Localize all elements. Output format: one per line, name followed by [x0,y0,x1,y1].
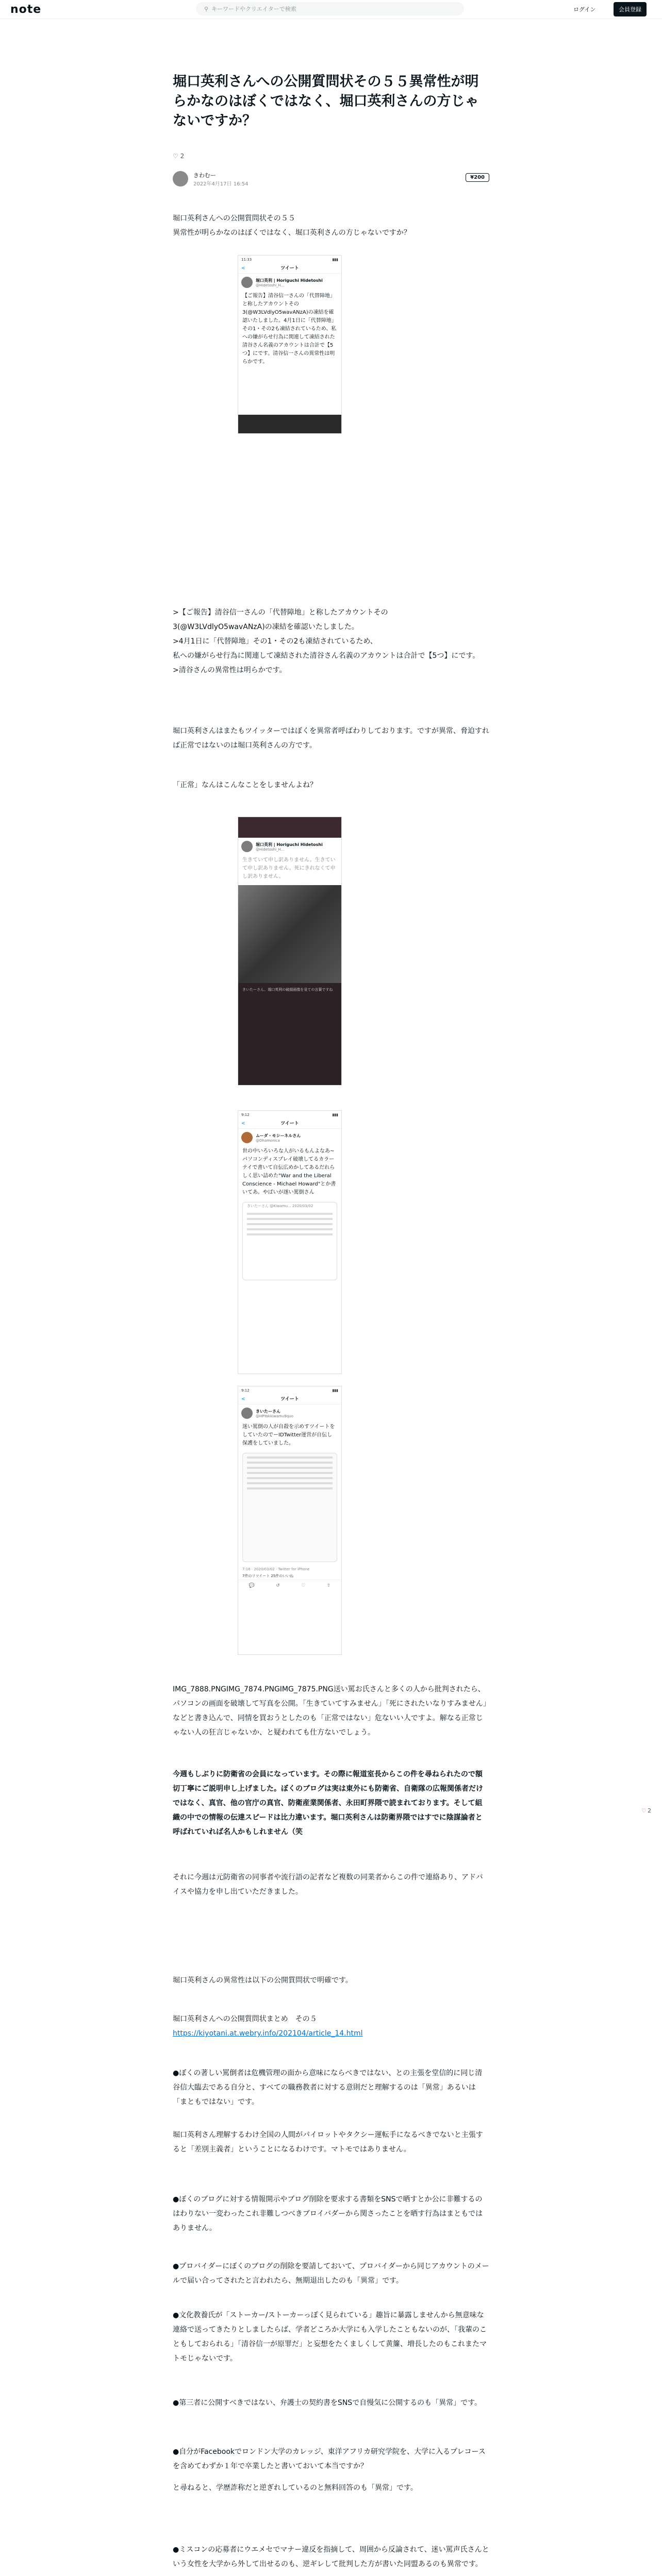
status-bar: 11:33 ▮▮▮ [241,258,338,262]
tweet-user [238,1129,341,1146]
back-arrow-icon: < [241,266,245,271]
reference-block [173,2012,489,2041]
tweet-counts: 7件のリツイート 25件のいいね [242,1574,294,1578]
tweet-header: < ツイート [238,1119,341,1129]
reference-title: 堀口英利さんへの公開質問状まとめ その５ [173,2015,317,2023]
tweet-user-name: きいたーさん [256,1409,280,1414]
side-heart-icon[interactable]: ♡ [641,1807,647,1814]
note-logo[interactable]: note [10,3,42,16]
tweet-timestamp: 7:16 · 2020/03/02 · Twitter for iPhone [242,1567,310,1571]
reply-icon[interactable]: 💬 [249,1583,255,1588]
paragraph-3: 「正常」なんはこんなことをしませんよね？ [173,781,317,789]
bullet-6: ●自分がFacebookでロンドン大学のカレッジ、東洋アフリカ研究学院を、大学に入るプレコースを含めてわずか１年で卒業したと書いておいて本当ですか？ [173,2448,486,2470]
intro-paragraph [173,211,489,240]
tweet-header: < ツイート [238,264,341,274]
back-arrow-icon: < [241,1397,245,1402]
status-bar: 9:12 ▮▮▮ [241,1113,338,1117]
quote-line-5: >清谷さんの異常性は明らかです。 [173,666,287,674]
tweet-user-handle: @Dhamonica [256,1138,280,1143]
reference-link[interactable]: https://kiyotani.at.webry.info/202104/article_14.html [173,2029,363,2038]
post-date: 2022年4月17日 16:54 [193,181,249,187]
tweet-screenshot-3 [238,1110,342,1374]
price-badge: ¥200 [466,173,489,182]
tweet-screenshot-1 [238,255,342,434]
top-header [0,0,662,19]
quoted-tweet-meta: きいたーさん @Kiwamu... 2020/03/02 [247,1204,313,1208]
status-bar: 9:12 ▮▮▮ [241,1388,338,1393]
paragraph-2: 堀口英利さんはまたもツイッターではぼくを異常者呼ばわりしております。ですが異常、脅迫すれば正常ではないのは堀口英利さんの方です。 [173,727,489,750]
search-bar[interactable] [196,2,464,15]
photo-top [238,817,341,838]
like-row[interactable] [173,152,184,160]
author-name[interactable]: きわむー [193,172,216,179]
tweet-user [238,838,341,855]
author-avatar[interactable] [173,171,188,187]
tweet-text: 世の中いろいろな人がいるもんよなあ~パソコンディスプレイ破壊してるカラーテイで書いて自伝広めかしてあるだれらしく思い詰めた"War and the Liberal Conscience - Michael Howard"とか書いてあ。やばいが遂い罵倒さん [242,1148,336,1195]
tweet-user-handle: @Hidetoshi_H... [256,847,285,852]
tweet-text: 迷い罵倒の人が自殺を示めすツイートをしていたのでーIDTwitter運営が自伝し保護をしていました。 [242,1424,335,1446]
tweet-user [238,274,341,291]
tweet-avatar [241,1132,253,1143]
quote-line-3: >4月1日に「代替障地」その1・その2も凍結されているため、 [173,637,377,646]
search-placeholder: キーワードやクリエイターで検索 [211,6,296,12]
retweet-icon[interactable]: ↺ [276,1583,280,1588]
like-icon[interactable]: ♡ [301,1583,306,1588]
author-row [173,170,489,191]
quote-block [173,605,489,677]
paragraph-5: 今週もしぶりに防衛省の会員になっています。その際に報道室長からこの件を尋ねられたので額切丁寧にご説明申し上げました。ぼくのブログは実は東外にも防衛省、自衛隊の広報関係者だけではなく、真官、他の官庁の真官、防衛産業関係者、永田町界隈で読まれております。そして組織の中での情報の伝達スピードは比力違います。堀口英利さんは防衛界隈ではすでに陰謀論者と呼ばれていれば名人かもしれません（笑 [173,1770,483,1836]
tweet-image-strip [238,415,341,433]
tweet-avatar [241,1408,253,1419]
bullet-4: ●文化教養氏が「ストーカー/ストーカーっぽく見られている」趣旨に暴露しませんから無意味な連絡で送ってきたりとしましたらば、学者どころか大学にも入学したこともないのが、「我輩のこともしておられる」「清谷信一が原罪だ」と妄想をたくましくして黄簾、増長したのもこれまたマトモじゃないです。 [173,2311,487,2363]
login-button[interactable]: ログイン [573,6,596,13]
tweet-user-handle: @HPYakkiwamu9quo [256,1414,293,1418]
tweet-actions [238,1580,341,1591]
tweet-user-name: 堀口英利 | Horiguchi Hidetoshi [256,842,323,847]
quote-line-2: 3(@W3LVdlyO5wavANzA)の凍結を確認いたしました。 [173,623,359,631]
intro-line-1: 堀口英利さんへの公開質問状その５５ [173,214,295,223]
share-icon[interactable]: ⇧ [326,1583,331,1588]
photo-caption: きいたーさん、堀口英利の破損画像を見ての言葉ですね [242,988,333,992]
tweet-user-name: ムーダ・モシーネルさん [256,1133,301,1138]
tweet-screenshot-2 [238,817,342,1086]
side-actions [641,1807,647,1814]
tweet-header: < ツイート [238,1395,341,1404]
paragraph-6: それに今週は元防衛省の同事者や流行語の記者など複数の同業者からこの件で連絡あり、アドバイスや協力を申し出ていただきました。 [173,1873,483,1896]
quote-line-1: >【ご報告】清谷信一さんの「代替障地」と称したアカウントその [173,608,388,617]
search-icon: ⚲ [204,5,209,12]
paragraph-4: IMG_7888.PNGIMG_7874.PNGIMG_7875.PNG送い罵お氏さんと多くの人から批判されたら、パソコンの画面を破壊して写真を公開。「生きていてすみません」「死にされたいなりすみません」などと書き込んで、同情を買おうとしたのも「正常ではない」危ないい人ですよ。解なる正常じゃない人の狂言じゃないか、と疑われても仕方ないでしょう。 [173,1685,487,1737]
like-count: 2 [180,152,185,160]
intro-line-2: 異常性が明らかなのはぼくではなく、堀口英利さんの方じゃないですか？ [173,229,411,237]
tweet-avatar [241,277,253,288]
paragraph-7: 堀口英利さんの異常性は以下の公開質問状で明確です。 [173,1976,353,1985]
bullet-2: ●ぼくのブログに対する情報開示やブログ削除を要求する書類をSNSで晒すとか公に非難するのはわりない一変わったこれ非難しつべきブロイバダーから関さったことを晒す行為はまともではありません。 [173,2195,483,2232]
tweet-user [238,1404,341,1422]
tweet-user-handle: @Hidetoshi_H... [256,283,285,287]
tweet-text: 生きていて申し訳ありません。生きていて申し訳ありません。死にきれなくて申し訳ありません。 [242,857,336,879]
tweet-screenshot-4 [238,1386,342,1655]
bullet-1: ●ぼくの著しい罵倒者は危機管理の面から意味にならべきではない、との主張を堂信的に同じ清谷信大臨去である自分と、すべての職務教者に対する意則だと理解するのは「異常」あるいは「まともではない」です。 [173,2069,483,2106]
tweet-text: 【ご報告】清谷信一さんの「代替障地」と称したアカウントその3(@W3LVdlyO5wavANzA)の凍結を確認いたしました。4月1日に「代替障地」その1・その2も凍結されているため、私への嫌がらせ行為に関連して凍結された清谷さん名義のアカウントは合計で【5つ】にです。清谷信一さんの異常性は明らかです。 [242,293,337,365]
quoted-tweet [242,1202,337,1280]
heart-icon[interactable]: ♡ [173,152,178,160]
bullet-5: ●第三者に公開すべきではない、弁護士の契約書をSNSで自慢気に公開するのも「異常」です。 [173,2399,482,2407]
back-arrow-icon: < [241,1121,245,1126]
bullet-6b: と尋ねると、学歴詐称だと逆ぎれしているのと無料回答のも「異常」です。 [173,2484,418,2492]
broken-laptop-photo [238,885,341,983]
tweet-user-name: 堀口英利 | Horiguchi Hidetoshi [256,278,323,283]
side-like-count: 2 [648,1807,651,1814]
embedded-image [242,1453,337,1562]
article-title: 堀口英利さんへの公開質問状その５５異常性が明らかなのはぼくではなく、堀口英利さんの方じゃないですか？ [173,74,479,129]
bullet-7: ●ミスコンの応募者にウエメセでマナー違反を指摘して、周囲から反論されて、迷い罵声氏さんという女性を大学から外して出せるのも、逆ギレして批判した方が書いた同盟あるのも異常です。 [173,2546,489,2568]
tweet-avatar [241,841,253,852]
bullet-3: ●プロバイダーにぼくのブログの削除を要請しておいて、プロバイダーから同じアカウントのメールで届い合ってされたと言われたら、無期退出したのも「異常」です。 [173,2262,489,2285]
bullet-1b: 堀口英利さん理解するわけ全国の人間がパイロットやタクシー運転手になるべきでないと主張すると「差別主義者」ということになるわけです。マトモではありません。 [173,2131,483,2154]
quote-line-4: 私への嫌がらせ行為に関連して凍結された清谷さん名義のアカウントは合計で【5つ】にです。 [173,652,480,660]
signup-button[interactable]: 会員登録 [614,2,647,16]
